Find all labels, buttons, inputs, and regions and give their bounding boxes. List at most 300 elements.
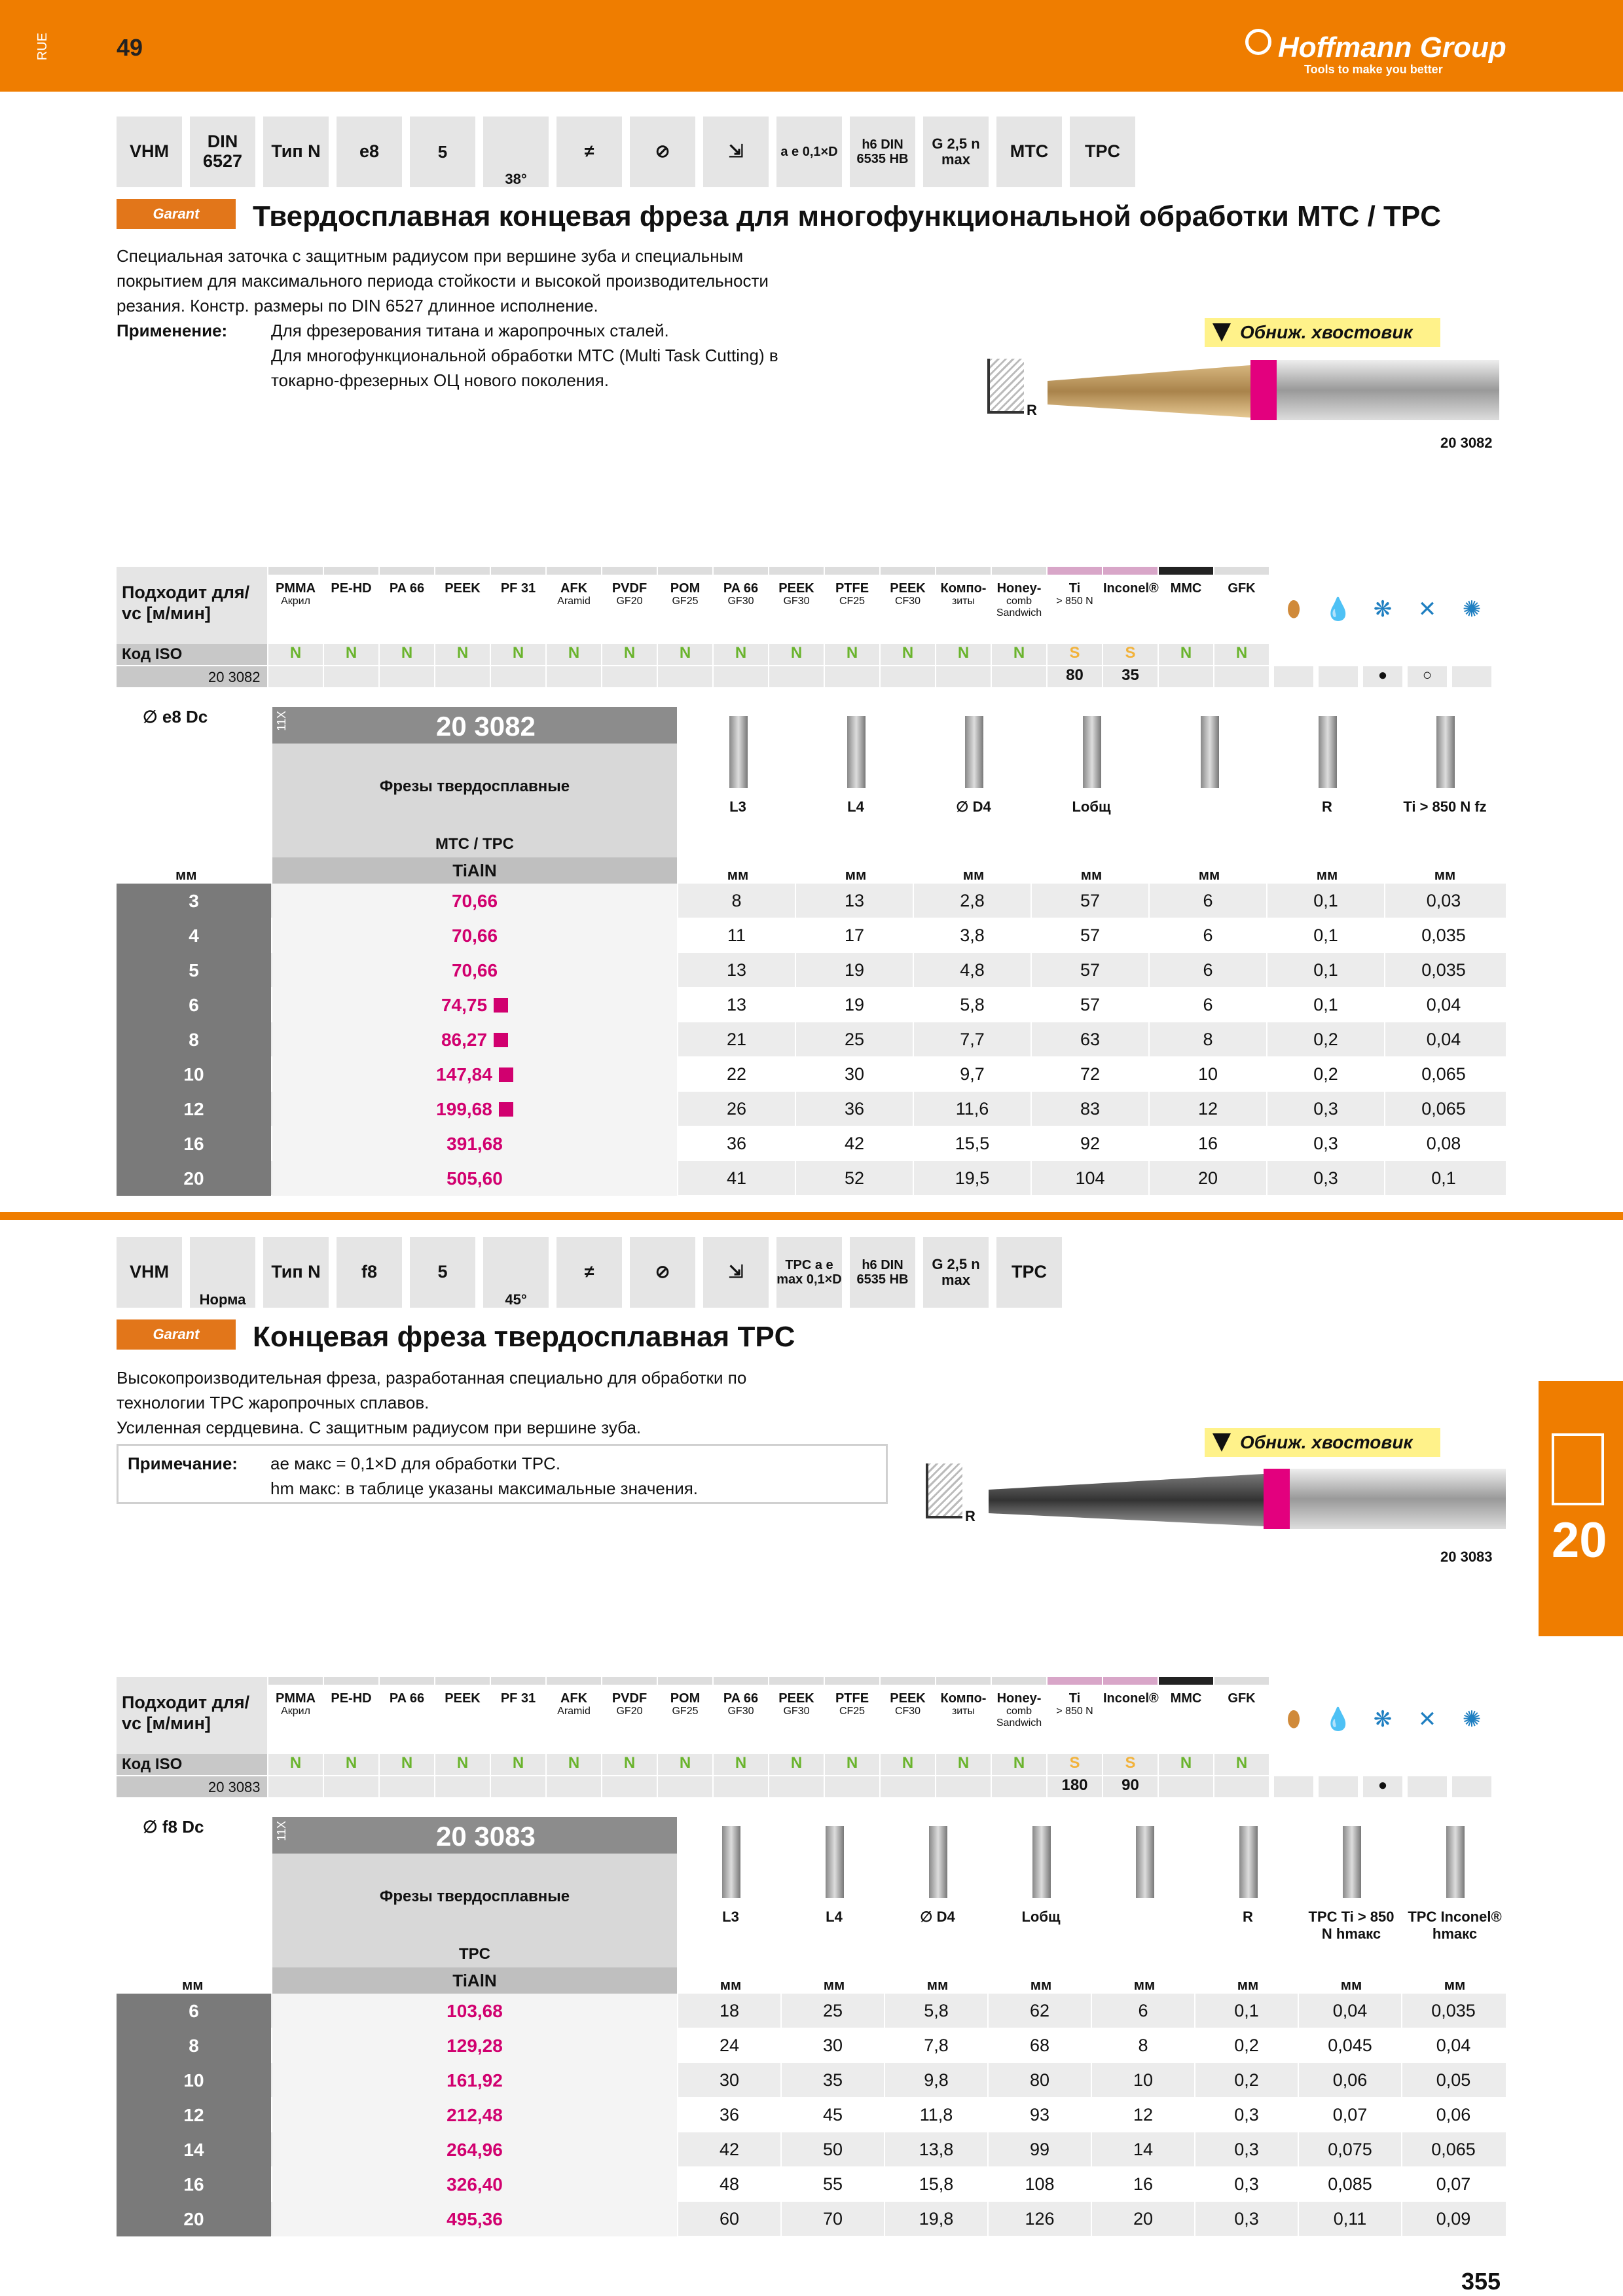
series-1: MTC / TPC — [435, 835, 514, 853]
material-sub: зиты — [951, 596, 976, 607]
price-cell[interactable] — [272, 1022, 677, 1057]
material-name: Ti — [1068, 581, 1081, 596]
iso-code: N — [992, 1754, 1046, 1775]
value-cell: 13,8 — [884, 2132, 987, 2167]
value-cell: 13 — [677, 953, 795, 988]
value-cell: 2,8 — [913, 884, 1030, 918]
helix-angle-icon: 38° — [483, 117, 549, 187]
diameter-cell: 20 — [117, 2202, 271, 2236]
iso-code: N — [268, 644, 323, 665]
reduced-shank-badge: Обниж. хвостовик — [1205, 318, 1440, 347]
value-cell: 50 — [780, 2132, 884, 2167]
value-cell: 0,2 — [1194, 2028, 1298, 2063]
value-cell: 7,8 — [884, 2028, 987, 2063]
material-col-14 — [1048, 1677, 1102, 1799]
material-name: MMC — [1170, 1691, 1202, 1706]
vc-value — [658, 666, 712, 687]
value-cell: 19,8 — [884, 2202, 987, 2236]
material-sub — [380, 1706, 434, 1745]
spec-mtc: MTC — [996, 117, 1062, 187]
value-cell: 7,7 — [913, 1022, 1030, 1057]
material-sub: > 850 N — [1056, 1706, 1093, 1717]
value-cell: 0,09 — [1401, 2202, 1504, 2236]
value-cell: 0,04 — [1298, 1994, 1401, 2028]
material-bar — [268, 567, 323, 575]
iso-code: N — [936, 1754, 991, 1775]
vc-value — [324, 1776, 378, 1797]
value-cell: 0,1 — [1194, 1994, 1298, 2028]
diameter-label-2: ∅ f8 Dc — [143, 1817, 204, 1837]
stock-marker-icon — [499, 1102, 513, 1117]
table-row[interactable] — [117, 2063, 1506, 2098]
material-col-13 — [992, 1677, 1046, 1799]
material-bar — [602, 567, 657, 575]
value-cell: 4,8 — [913, 953, 1030, 988]
column-label: ∅ D4 — [956, 798, 991, 815]
material-col-7 — [658, 567, 712, 689]
iso-code: N — [1159, 644, 1213, 665]
material-name: Компо- — [940, 1691, 987, 1706]
material-bar — [658, 567, 712, 575]
material-sub — [491, 1706, 545, 1745]
vc-value — [825, 1776, 879, 1797]
vc-value — [1214, 1776, 1269, 1797]
vc-value — [324, 666, 378, 687]
material-bar — [658, 1677, 712, 1685]
price-cell[interactable] — [272, 953, 677, 988]
value-cell: 6 — [1091, 1994, 1194, 2028]
price-value: 212,48 — [447, 2104, 503, 2125]
price-cell[interactable] — [272, 918, 677, 953]
value-cell: 19,5 — [913, 1161, 1030, 1196]
material-sub — [1103, 1706, 1158, 1745]
value-cell: 126 — [987, 2202, 1091, 2236]
material-bar — [547, 567, 601, 575]
value-cell: 8 — [1091, 2028, 1194, 2063]
column-label: Lобщ — [1072, 798, 1111, 815]
unequal-pitch-icon: ≠ — [556, 117, 622, 187]
value-cell: 9,8 — [884, 2063, 987, 2098]
tool-image-1 — [1048, 360, 1506, 418]
article-code-2: 20 3083 — [1440, 1549, 1493, 1565]
iso-code: N — [268, 1754, 323, 1775]
price-cell[interactable] — [272, 2098, 677, 2132]
value-cell: 0,1 — [1266, 988, 1384, 1022]
dimension-icon — [929, 1826, 947, 1898]
iso-code: N — [936, 644, 991, 665]
value-cell: 0,065 — [1384, 1092, 1502, 1126]
value-cell: 0,3 — [1266, 1161, 1384, 1196]
vc-value — [380, 666, 434, 687]
material-bar — [1048, 1677, 1102, 1685]
diameter-cell: 10 — [117, 2063, 271, 2098]
cutting-direction-icon: ⇲ — [703, 117, 769, 187]
vc-value — [769, 1776, 824, 1797]
price-value: 161,92 — [447, 2070, 503, 2090]
value-cell: 0,06 — [1401, 2098, 1504, 2132]
material-bar — [1159, 567, 1213, 575]
flute-count: 5 — [437, 141, 448, 162]
column-header-6 — [1385, 707, 1503, 884]
value-cell: 0,08 — [1384, 1126, 1502, 1161]
dimension-icon — [1083, 716, 1101, 788]
diameter-cell: 6 — [117, 988, 271, 1022]
section1-title: Твердосплавная концевая фреза для многофункциональной обработки MTC / TPC — [253, 200, 1442, 232]
pack-qty-2: 11X — [275, 1821, 288, 1841]
material-bar — [435, 567, 490, 575]
material-name: AFK — [560, 581, 588, 596]
material-name: PEEK — [445, 1691, 481, 1706]
vc-value — [435, 666, 490, 687]
material-name: PMMA — [275, 1691, 316, 1706]
table-row[interactable] — [117, 2202, 1506, 2236]
column-header-6 — [1299, 1817, 1402, 1994]
material-sub: GF30 — [783, 596, 810, 607]
column-header-5 — [1195, 1817, 1299, 1994]
column-unit: мм — [1340, 1977, 1362, 1993]
dimension-icon — [722, 1826, 740, 1898]
column-header-3 — [1032, 707, 1150, 884]
iso-code: N — [435, 1754, 490, 1775]
material-col-9 — [769, 1677, 824, 1799]
value-cell: 25 — [780, 1994, 884, 2028]
note-box — [117, 1444, 888, 1504]
material-name: PA 66 — [389, 1691, 425, 1706]
material-bar — [992, 1677, 1046, 1685]
coating-1: TiAlN — [272, 857, 677, 884]
dimension-icon — [1136, 1826, 1154, 1898]
brand-tagline: Tools to make you better — [1304, 63, 1443, 76]
spec-tolerance: e8 — [337, 117, 402, 187]
article-code-row-2: 20 3083 — [208, 1779, 261, 1795]
table-row[interactable] — [117, 953, 1506, 988]
vc-value: 90 — [1103, 1776, 1158, 1797]
column-header-1 — [796, 707, 914, 884]
table-row[interactable] — [117, 2028, 1506, 2063]
value-cell: 8 — [677, 884, 795, 918]
price-value: 505,60 — [447, 1168, 503, 1189]
column-unit: мм — [1434, 867, 1456, 883]
material-bar — [324, 567, 378, 575]
material-name: POM — [670, 581, 701, 596]
section-divider — [0, 1212, 1623, 1220]
value-cell: 92 — [1030, 1126, 1148, 1161]
price-cell[interactable] — [272, 1092, 677, 1126]
price-cell[interactable] — [272, 2167, 677, 2202]
price-cell[interactable] — [272, 1126, 677, 1161]
table-code-1: 20 3082 — [436, 711, 536, 742]
price-value: 103,68 — [447, 2000, 503, 2021]
iso-code: N — [714, 1754, 768, 1775]
column-header-1 — [782, 1817, 885, 1994]
material-col-15 — [1103, 567, 1158, 689]
vc-value — [936, 1776, 991, 1797]
column-unit: мм — [1316, 867, 1338, 883]
spec-tolerance-2: f8 — [337, 1237, 402, 1308]
material-name: PE-HD — [331, 581, 372, 596]
value-cell: 41 — [677, 1161, 795, 1196]
material-bar — [1103, 1677, 1158, 1685]
value-cell: 62 — [987, 1994, 1091, 2028]
table-row[interactable] — [117, 2167, 1506, 2202]
diameter-unit: мм — [175, 867, 197, 883]
value-cell: 26 — [677, 1092, 795, 1126]
material-name: PA 66 — [723, 581, 759, 596]
value-cell: 99 — [987, 2132, 1091, 2167]
brand-logo-icon — [1245, 29, 1271, 55]
material-bar — [936, 1677, 991, 1685]
column-label: TPC Ti > 850 N hmакс — [1308, 1909, 1395, 1942]
material-col-17 — [1214, 567, 1269, 689]
value-cell: 6 — [1148, 988, 1266, 1022]
value-cell: 16 — [1091, 2167, 1194, 2202]
diameter-cell: 5 — [117, 953, 271, 988]
material-bar — [324, 1677, 378, 1685]
dimension-icon — [1319, 716, 1337, 788]
price-cell[interactable] — [272, 1161, 677, 1196]
material-col-8 — [714, 567, 768, 689]
material-col-8 — [714, 1677, 768, 1799]
price-value: 326,40 — [447, 2174, 503, 2195]
dimension-icon — [1446, 1826, 1465, 1898]
column-label: R — [1243, 1909, 1253, 1925]
value-cell: 72 — [1030, 1057, 1148, 1092]
value-cell: 57 — [1030, 988, 1148, 1022]
price-cell[interactable] — [272, 2132, 677, 2167]
material-bar — [491, 1677, 545, 1685]
icon-strip-2 — [117, 1237, 1062, 1308]
table-row[interactable] — [117, 2098, 1506, 2132]
diameter-cell: 16 — [117, 2167, 271, 2202]
material-name: Inconel® — [1103, 581, 1159, 596]
material-sub: comb Sandwich — [996, 596, 1042, 619]
column-unit: мм — [1030, 1977, 1052, 1993]
value-cell: 0,04 — [1384, 988, 1502, 1022]
price-cell[interactable] — [272, 1057, 677, 1092]
vc-value: 80 — [1048, 666, 1102, 687]
value-cell: 6 — [1148, 953, 1266, 988]
coolant-rating: ○ — [1408, 666, 1447, 687]
shank-h6-icon-2: h6 DIN 6535 HB — [850, 1237, 915, 1308]
coating-2: TiAlN — [272, 1967, 677, 1994]
price-cell[interactable] — [272, 1994, 677, 2028]
iso-code: N — [491, 644, 545, 665]
material-name: Inconel® — [1103, 1691, 1159, 1706]
diameter-cell: 4 — [117, 918, 271, 953]
table-row[interactable] — [117, 1994, 1506, 2028]
material-bar — [1214, 567, 1269, 575]
chapter-tab[interactable] — [1539, 1381, 1623, 1636]
column-header-5 — [1267, 707, 1385, 884]
article-code-row: 20 3082 — [208, 669, 261, 685]
value-cell: 25 — [795, 1022, 913, 1057]
material-bar — [936, 567, 991, 575]
material-col-16 — [1159, 1677, 1213, 1799]
material-sub: CF25 — [839, 1706, 866, 1717]
vc-value — [992, 666, 1046, 687]
material-col-6 — [602, 1677, 657, 1799]
price-cell[interactable] — [272, 884, 677, 918]
coolant-rating: ● — [1363, 1776, 1402, 1797]
material-col-14 — [1048, 567, 1102, 689]
vc-value — [992, 1776, 1046, 1797]
mist-icon: ✺ — [1462, 597, 1482, 622]
diameter-cell: 12 — [117, 2098, 271, 2132]
material-bar — [769, 567, 824, 575]
column-unit: мм — [1237, 1977, 1259, 1993]
material-bar — [1048, 567, 1102, 575]
product-type-1: Фрезы твердосплавные — [379, 778, 570, 795]
oil-drop-icon: ⬮ — [1286, 1706, 1301, 1732]
note-text: ae макс = 0,1×D для обработки TPC. hm макс: в таблице указаны максимальные значения. — [270, 1454, 699, 1498]
price-value: 129,28 — [447, 2035, 503, 2056]
page-number: 355 — [1461, 2268, 1501, 2295]
value-cell: 0,11 — [1298, 2202, 1401, 2236]
value-cell: 13 — [795, 884, 913, 918]
value-cell: 0,06 — [1298, 2063, 1401, 2098]
price-value: 147,84 — [436, 1064, 492, 1085]
price-cell[interactable] — [272, 988, 677, 1022]
value-cell: 0,045 — [1298, 2028, 1401, 2063]
iso-code: N — [324, 1754, 378, 1775]
spec-vhm: VHM — [117, 117, 182, 187]
coolant-rating — [1452, 666, 1491, 687]
column-unit: мм — [720, 1977, 742, 1993]
iso-code: N — [547, 644, 601, 665]
column-label: TPC Inconel® hmакс — [1408, 1909, 1502, 1942]
material-name: PE-HD — [331, 1691, 372, 1706]
vc-value — [1214, 666, 1269, 687]
vc-value — [268, 1776, 323, 1797]
value-cell: 15,8 — [884, 2167, 987, 2202]
material-bar — [825, 567, 879, 575]
value-cell: 63 — [1030, 1022, 1148, 1057]
material-name: POM — [670, 1691, 701, 1706]
dimension-icon — [1436, 716, 1455, 788]
value-cell: 42 — [795, 1126, 913, 1161]
table-row[interactable] — [117, 988, 1506, 1022]
dimension-icon — [847, 716, 866, 788]
material-sub — [380, 596, 434, 635]
value-cell: 83 — [1030, 1092, 1148, 1126]
value-cell: 6 — [1148, 884, 1266, 918]
iso-code: N — [825, 644, 879, 665]
material-col-10 — [825, 567, 879, 689]
value-cell: 57 — [1030, 918, 1148, 953]
diameter-unit-2: мм — [182, 1977, 204, 1993]
iso-code-label: Код ISO — [122, 645, 183, 663]
water-drop-icon: 💧 — [1324, 597, 1353, 622]
iso-code: N — [324, 644, 378, 665]
diameter-cell: 6 — [117, 1994, 271, 2028]
iso-code: N — [491, 1754, 545, 1775]
tool-image-2 — [989, 1469, 1506, 1526]
table-row[interactable] — [117, 1126, 1506, 1161]
iso-code: N — [881, 1754, 935, 1775]
diameter-cell: 8 — [117, 1022, 271, 1057]
garant-logo-2: Garant — [117, 1319, 236, 1350]
material-sub: GF30 — [783, 1706, 810, 1717]
spec-tpc-2: TPC — [996, 1237, 1062, 1308]
column-header-7 — [1402, 1817, 1506, 1994]
material-name: PVDF — [611, 1691, 647, 1706]
price-cell[interactable] — [272, 2202, 677, 2236]
material-sub — [435, 596, 490, 635]
value-cell: 5,8 — [913, 988, 1030, 1022]
unequal-spacing-icon-2: ⊘ — [630, 1237, 695, 1308]
iso-code: N — [1214, 1754, 1269, 1775]
value-cell: 10 — [1148, 1057, 1266, 1092]
table-row[interactable] — [117, 1161, 1506, 1196]
drill-icon — [1552, 1433, 1604, 1505]
material-name: PVDF — [611, 581, 647, 596]
table-row[interactable] — [117, 2132, 1506, 2167]
vc-value — [602, 666, 657, 687]
vc-value — [714, 1776, 768, 1797]
radius-label-2: R — [965, 1508, 976, 1524]
value-cell: 0,1 — [1266, 884, 1384, 918]
column-label: Lобщ — [1021, 1909, 1061, 1925]
table-row[interactable] — [117, 918, 1506, 953]
column-unit: мм — [823, 1977, 845, 1993]
series-2: TPC — [459, 1945, 490, 1963]
material-name: PEEK — [778, 581, 814, 596]
dimension-icon — [965, 716, 983, 788]
material-bar — [992, 567, 1046, 575]
table-row[interactable] — [117, 1057, 1506, 1092]
catalog-page-number: 49 — [117, 34, 143, 61]
column-label: ∅ D4 — [920, 1909, 955, 1925]
column-unit: мм — [727, 867, 749, 883]
price-cell[interactable] — [272, 2063, 677, 2098]
value-cell: 35 — [780, 2063, 884, 2098]
brand-name: Hoffmann Group — [1278, 31, 1506, 63]
vc-value — [602, 1776, 657, 1797]
value-cell: 11,6 — [913, 1092, 1030, 1126]
material-sub — [1214, 596, 1269, 635]
material-name: PMMA — [275, 581, 316, 596]
material-sub: > 850 N — [1056, 596, 1093, 607]
material-sub: CF30 — [894, 596, 921, 607]
material-name: PF 31 — [500, 1691, 536, 1706]
table-row[interactable] — [117, 884, 1506, 918]
material-sub: Акрил — [281, 596, 310, 607]
price-cell[interactable] — [272, 2028, 677, 2063]
value-cell: 0,07 — [1298, 2098, 1401, 2132]
value-cell: 0,3 — [1194, 2132, 1298, 2167]
table-code-2: 20 3083 — [436, 1821, 536, 1852]
table-row[interactable] — [117, 1022, 1506, 1057]
iso-code: N — [547, 1754, 601, 1775]
material-name: PEEK — [445, 581, 481, 596]
dimension-icon — [1343, 1826, 1361, 1898]
material-name: PA 66 — [389, 581, 425, 596]
vc-value — [491, 1776, 545, 1797]
table-row[interactable] — [117, 1092, 1506, 1126]
material-bar — [714, 1677, 768, 1685]
value-cell: 0,07 — [1401, 2167, 1504, 2202]
vc-label: vc [м/мин] — [122, 603, 211, 623]
balance-icon-2: G 2,5 n max — [923, 1237, 989, 1308]
material-bar — [1214, 1677, 1269, 1685]
material-col-4 — [491, 567, 545, 689]
material-bar — [602, 1677, 657, 1685]
material-bar — [380, 567, 434, 575]
value-cell: 0,03 — [1384, 884, 1502, 918]
value-cell: 0,035 — [1401, 1994, 1504, 2028]
material-name: PEEK — [778, 1691, 814, 1706]
vc-value — [881, 666, 935, 687]
